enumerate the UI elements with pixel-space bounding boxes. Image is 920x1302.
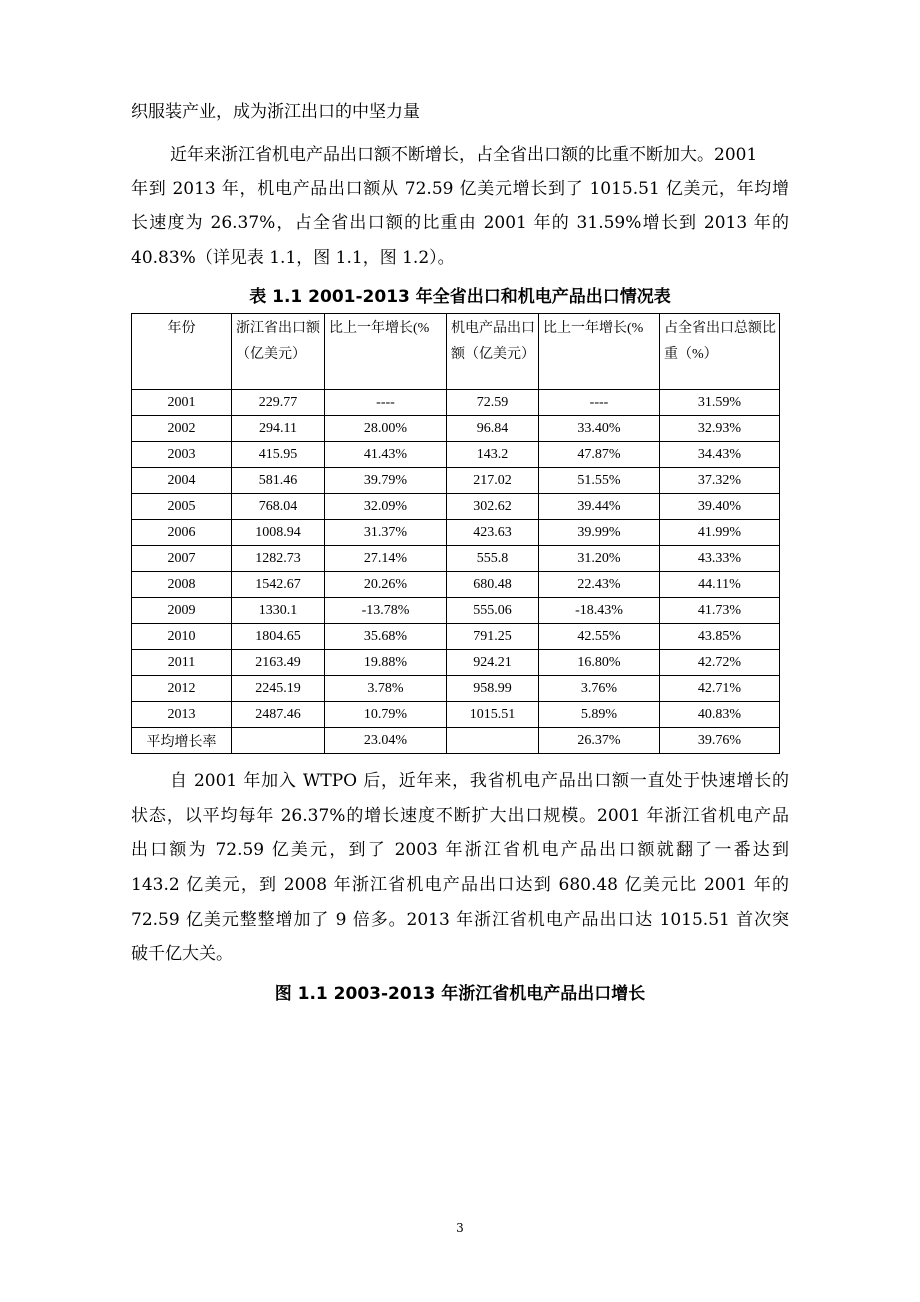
- table-title: 表 1.1 2001-2013 年全省出口和机电产品出口情况表: [249, 287, 671, 307]
- cell-mech-growth: 47.87%: [539, 442, 660, 468]
- para2-line-5: 72.59 亿美元整整增加了 9 倍多。2013 年浙江省机电产品出口达 1015.51 首次突: [131, 910, 789, 930]
- cell-province-growth: 27.14%: [325, 546, 447, 572]
- para1-line-2: 年到 2013 年，机电产品出口额从 72.59 亿美元增长到了 1015.51 亿美元，年均增: [131, 179, 789, 199]
- table-row: [132, 390, 780, 416]
- cell-province-growth: 10.79%: [325, 702, 447, 728]
- cell-year: 2011: [132, 650, 232, 676]
- page-number: 3: [456, 1221, 464, 1235]
- cell-mech-export: 958.99: [447, 676, 539, 702]
- cell-province-export: 1542.67: [232, 572, 325, 598]
- cell-province-growth: 19.88%: [325, 650, 447, 676]
- export-table: [131, 313, 780, 754]
- cell-mech-growth: 26.37%: [539, 728, 660, 754]
- cell-province-growth: 35.68%: [325, 624, 447, 650]
- header-share: 占全省出口总额比重（%）: [660, 314, 780, 390]
- cell-year: 2010: [132, 624, 232, 650]
- cell-province-export: 768.04: [232, 494, 325, 520]
- cell-mech-growth: 3.76%: [539, 676, 660, 702]
- table-row: [132, 728, 780, 754]
- cell-share: 44.11%: [660, 572, 780, 598]
- cell-province-export: 2163.49: [232, 650, 325, 676]
- cell-mech-growth: 22.43%: [539, 572, 660, 598]
- header-year: 年份: [132, 314, 232, 390]
- cell-mech-growth: 51.55%: [539, 468, 660, 494]
- cell-province-growth: 20.26%: [325, 572, 447, 598]
- header-province-growth: 比上一年增长(%: [325, 314, 447, 390]
- cell-mech-growth: 33.40%: [539, 416, 660, 442]
- para1-line-4: 40.83%（详见表 1.1，图 1.1，图 1.2）。: [131, 248, 455, 268]
- cell-province-export: 415.95: [232, 442, 325, 468]
- cell-province-growth: ----: [325, 390, 447, 416]
- cell-mech-growth: 5.89%: [539, 702, 660, 728]
- table-row: [132, 624, 780, 650]
- cell-province-growth: 41.43%: [325, 442, 447, 468]
- cell-share: 39.76%: [660, 728, 780, 754]
- table-row: [132, 598, 780, 624]
- cell-share: 42.71%: [660, 676, 780, 702]
- cell-share: 32.93%: [660, 416, 780, 442]
- cell-province-export: 229.77: [232, 390, 325, 416]
- cell-share: 43.33%: [660, 546, 780, 572]
- cell-province-growth: -13.78%: [325, 598, 447, 624]
- cell-mech-growth: 31.20%: [539, 546, 660, 572]
- cell-mech-export: 1015.51: [447, 702, 539, 728]
- cell-province-growth: 28.00%: [325, 416, 447, 442]
- cell-province-export: 1804.65: [232, 624, 325, 650]
- para2-line-4: 143.2 亿美元，到 2008 年浙江省机电产品出口达到 680.48 亿美元比 2001 年的: [131, 875, 789, 895]
- para1-line-3: 长速度为 26.37%，占全省出口额的比重由 2001 年的 31.59%增长到 2013 年的: [131, 213, 789, 233]
- table-row: [132, 702, 780, 728]
- cell-year: 2005: [132, 494, 232, 520]
- table-row: [132, 650, 780, 676]
- table-row: [132, 416, 780, 442]
- cell-mech-export: 96.84: [447, 416, 539, 442]
- cell-mech-growth: ----: [539, 390, 660, 416]
- cell-province-export: 1282.73: [232, 546, 325, 572]
- cell-mech-export: 791.25: [447, 624, 539, 650]
- cell-year: 2004: [132, 468, 232, 494]
- cell-share: 40.83%: [660, 702, 780, 728]
- cell-year: 2003: [132, 442, 232, 468]
- cell-mech-growth: 16.80%: [539, 650, 660, 676]
- cell-province-export: 2245.19: [232, 676, 325, 702]
- cell-mech-export: [447, 728, 539, 754]
- figure-title: 图 1.1 2003-2013 年浙江省机电产品出口增长: [274, 984, 646, 1004]
- cell-mech-export: 924.21: [447, 650, 539, 676]
- table-row: [132, 494, 780, 520]
- table-row: [132, 520, 780, 546]
- intro-line: 织服装产业，成为浙江出口的中坚力量: [131, 102, 420, 122]
- cell-share: 43.85%: [660, 624, 780, 650]
- cell-year: 2007: [132, 546, 232, 572]
- para2-line-6: 破千亿大关。: [131, 944, 233, 964]
- cell-province-growth: 32.09%: [325, 494, 447, 520]
- cell-mech-growth: 42.55%: [539, 624, 660, 650]
- cell-mech-export: 143.2: [447, 442, 539, 468]
- para1-line-1: 近年来浙江省机电产品出口额不断增长，占全省出口额的比重不断加大。2001: [170, 145, 758, 165]
- cell-province-export: [232, 728, 325, 754]
- cell-mech-growth: -18.43%: [539, 598, 660, 624]
- cell-province-export: 1008.94: [232, 520, 325, 546]
- cell-province-growth: 39.79%: [325, 468, 447, 494]
- para2-line-2: 状态，以平均每年 26.37%的增长速度不断扩大出口规模。2001 年浙江省机电产品: [131, 806, 789, 826]
- cell-province-export: 1330.1: [232, 598, 325, 624]
- header-mech-growth: 比上一年增长(%: [539, 314, 660, 390]
- header-mech-export: 机电产品出口额（亿美元）: [447, 314, 539, 390]
- cell-mech-export: 680.48: [447, 572, 539, 598]
- cell-share: 37.32%: [660, 468, 780, 494]
- table-row: [132, 676, 780, 702]
- cell-province-growth: 3.78%: [325, 676, 447, 702]
- cell-year: 2008: [132, 572, 232, 598]
- cell-mech-export: 302.62: [447, 494, 539, 520]
- cell-year: 2002: [132, 416, 232, 442]
- cell-province-growth: 23.04%: [325, 728, 447, 754]
- cell-mech-export: 217.02: [447, 468, 539, 494]
- cell-mech-growth: 39.99%: [539, 520, 660, 546]
- cell-share: 41.99%: [660, 520, 780, 546]
- table-header-row: [132, 314, 780, 390]
- cell-year: 2009: [132, 598, 232, 624]
- cell-mech-export: 72.59: [447, 390, 539, 416]
- cell-share: 34.43%: [660, 442, 780, 468]
- para2-line-3: 出口额为 72.59 亿美元，到了 2003 年浙江省机电产品出口额就翻了一番达到: [131, 840, 789, 860]
- cell-share: 42.72%: [660, 650, 780, 676]
- para2-line-1: 自 2001 年加入 WTPO 后，近年来，我省机电产品出口额一直处于快速增长的: [170, 771, 789, 791]
- cell-year: 2001: [132, 390, 232, 416]
- cell-province-export: 294.11: [232, 416, 325, 442]
- cell-mech-export: 555.06: [447, 598, 539, 624]
- table-row: [132, 442, 780, 468]
- cell-share: 39.40%: [660, 494, 780, 520]
- cell-mech-growth: 39.44%: [539, 494, 660, 520]
- header-province-export: 浙江省出口额（亿美元）: [232, 314, 325, 390]
- table-row: [132, 468, 780, 494]
- cell-mech-export: 423.63: [447, 520, 539, 546]
- cell-year: 2012: [132, 676, 232, 702]
- cell-province-export: 2487.46: [232, 702, 325, 728]
- cell-year: 平均增长率: [132, 728, 232, 754]
- table-body: [132, 390, 780, 754]
- cell-share: 31.59%: [660, 390, 780, 416]
- cell-year: 2006: [132, 520, 232, 546]
- cell-province-growth: 31.37%: [325, 520, 447, 546]
- cell-share: 41.73%: [660, 598, 780, 624]
- cell-year: 2013: [132, 702, 232, 728]
- cell-province-export: 581.46: [232, 468, 325, 494]
- table-row: [132, 546, 780, 572]
- table-row: [132, 572, 780, 598]
- cell-mech-export: 555.8: [447, 546, 539, 572]
